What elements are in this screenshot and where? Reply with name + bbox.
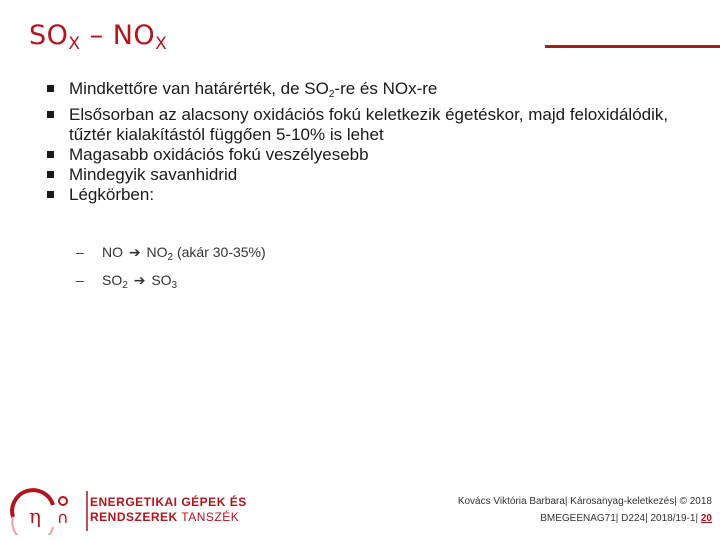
bullet-list (47, 79, 687, 205)
dash-bullet-icon: – (76, 272, 84, 288)
title-part: NO (112, 20, 156, 51)
bullet-text: Mindegyik savanhidrid (69, 165, 238, 184)
subscript: 2 (328, 89, 335, 100)
reaction-to: NO (146, 244, 168, 260)
svg-text:∩: ∩ (57, 508, 69, 527)
bullet-text: Mindkettőre van határérték, de SO (69, 79, 329, 98)
bullet-text: Magasabb oxidációs fokú veszélyesebb (69, 145, 369, 164)
footer-author-line: Kovács Viktória Barbara| Károsanyag-keletkezés| © 2018 (457, 496, 712, 507)
bullet-text: Légkörben: (69, 185, 155, 204)
square-bullet-icon (47, 85, 54, 92)
sub-bullet-item (76, 269, 266, 297)
square-bullet-icon (47, 171, 54, 178)
square-bullet-icon (47, 111, 54, 118)
title-separator: – (80, 20, 113, 51)
bullet-text: Elsősorban az alacsony oxidációs fokú keletkezik égetéskor, majd feloxidálódik, tűztér kialakítástól függően 5-10% is lehet (69, 105, 669, 144)
title-subscript: X (155, 34, 168, 54)
dash-bullet-icon: – (76, 244, 84, 260)
square-bullet-icon (47, 151, 54, 158)
arrow-right-icon: ➔ (133, 272, 146, 288)
reaction-note: (akár 30-35%) (173, 244, 266, 260)
sub-bullet-list (76, 241, 266, 297)
reaction-from: NO (102, 244, 123, 260)
title-divider (545, 45, 720, 48)
sub-bullet-item (76, 241, 266, 269)
arrow-right-icon: ➔ (128, 244, 141, 260)
svg-text:η: η (29, 504, 41, 528)
square-bullet-icon (47, 191, 54, 198)
subscript: 2 (122, 280, 128, 291)
reaction-to: SO (151, 272, 172, 288)
logo-line-1: ENERGETIKAI GÉPEK ÉS (90, 495, 247, 509)
logo-text-bold: RENDSZEREK (90, 510, 178, 524)
subscript: 2 (167, 252, 174, 263)
bullet-item (47, 145, 687, 165)
footer-course-line (540, 513, 712, 524)
title-subscript: X (68, 34, 81, 54)
bullet-item (47, 165, 687, 185)
logo-text-light: TANSZÉK (177, 510, 240, 524)
slide-title (29, 20, 167, 54)
title-part: SO (29, 20, 69, 51)
footer-course-text: BMEGEENAG71| D224| 2018/19-1| (540, 513, 699, 524)
reaction-from: SO (102, 272, 123, 288)
bullet-item (47, 79, 687, 105)
page-number: 20 (700, 513, 712, 524)
bullet-text: -re és NOx-re (334, 79, 438, 98)
logo-line-2 (90, 510, 239, 524)
bullet-item (47, 105, 687, 145)
subscript: 3 (171, 280, 178, 291)
bullet-item (47, 185, 687, 205)
